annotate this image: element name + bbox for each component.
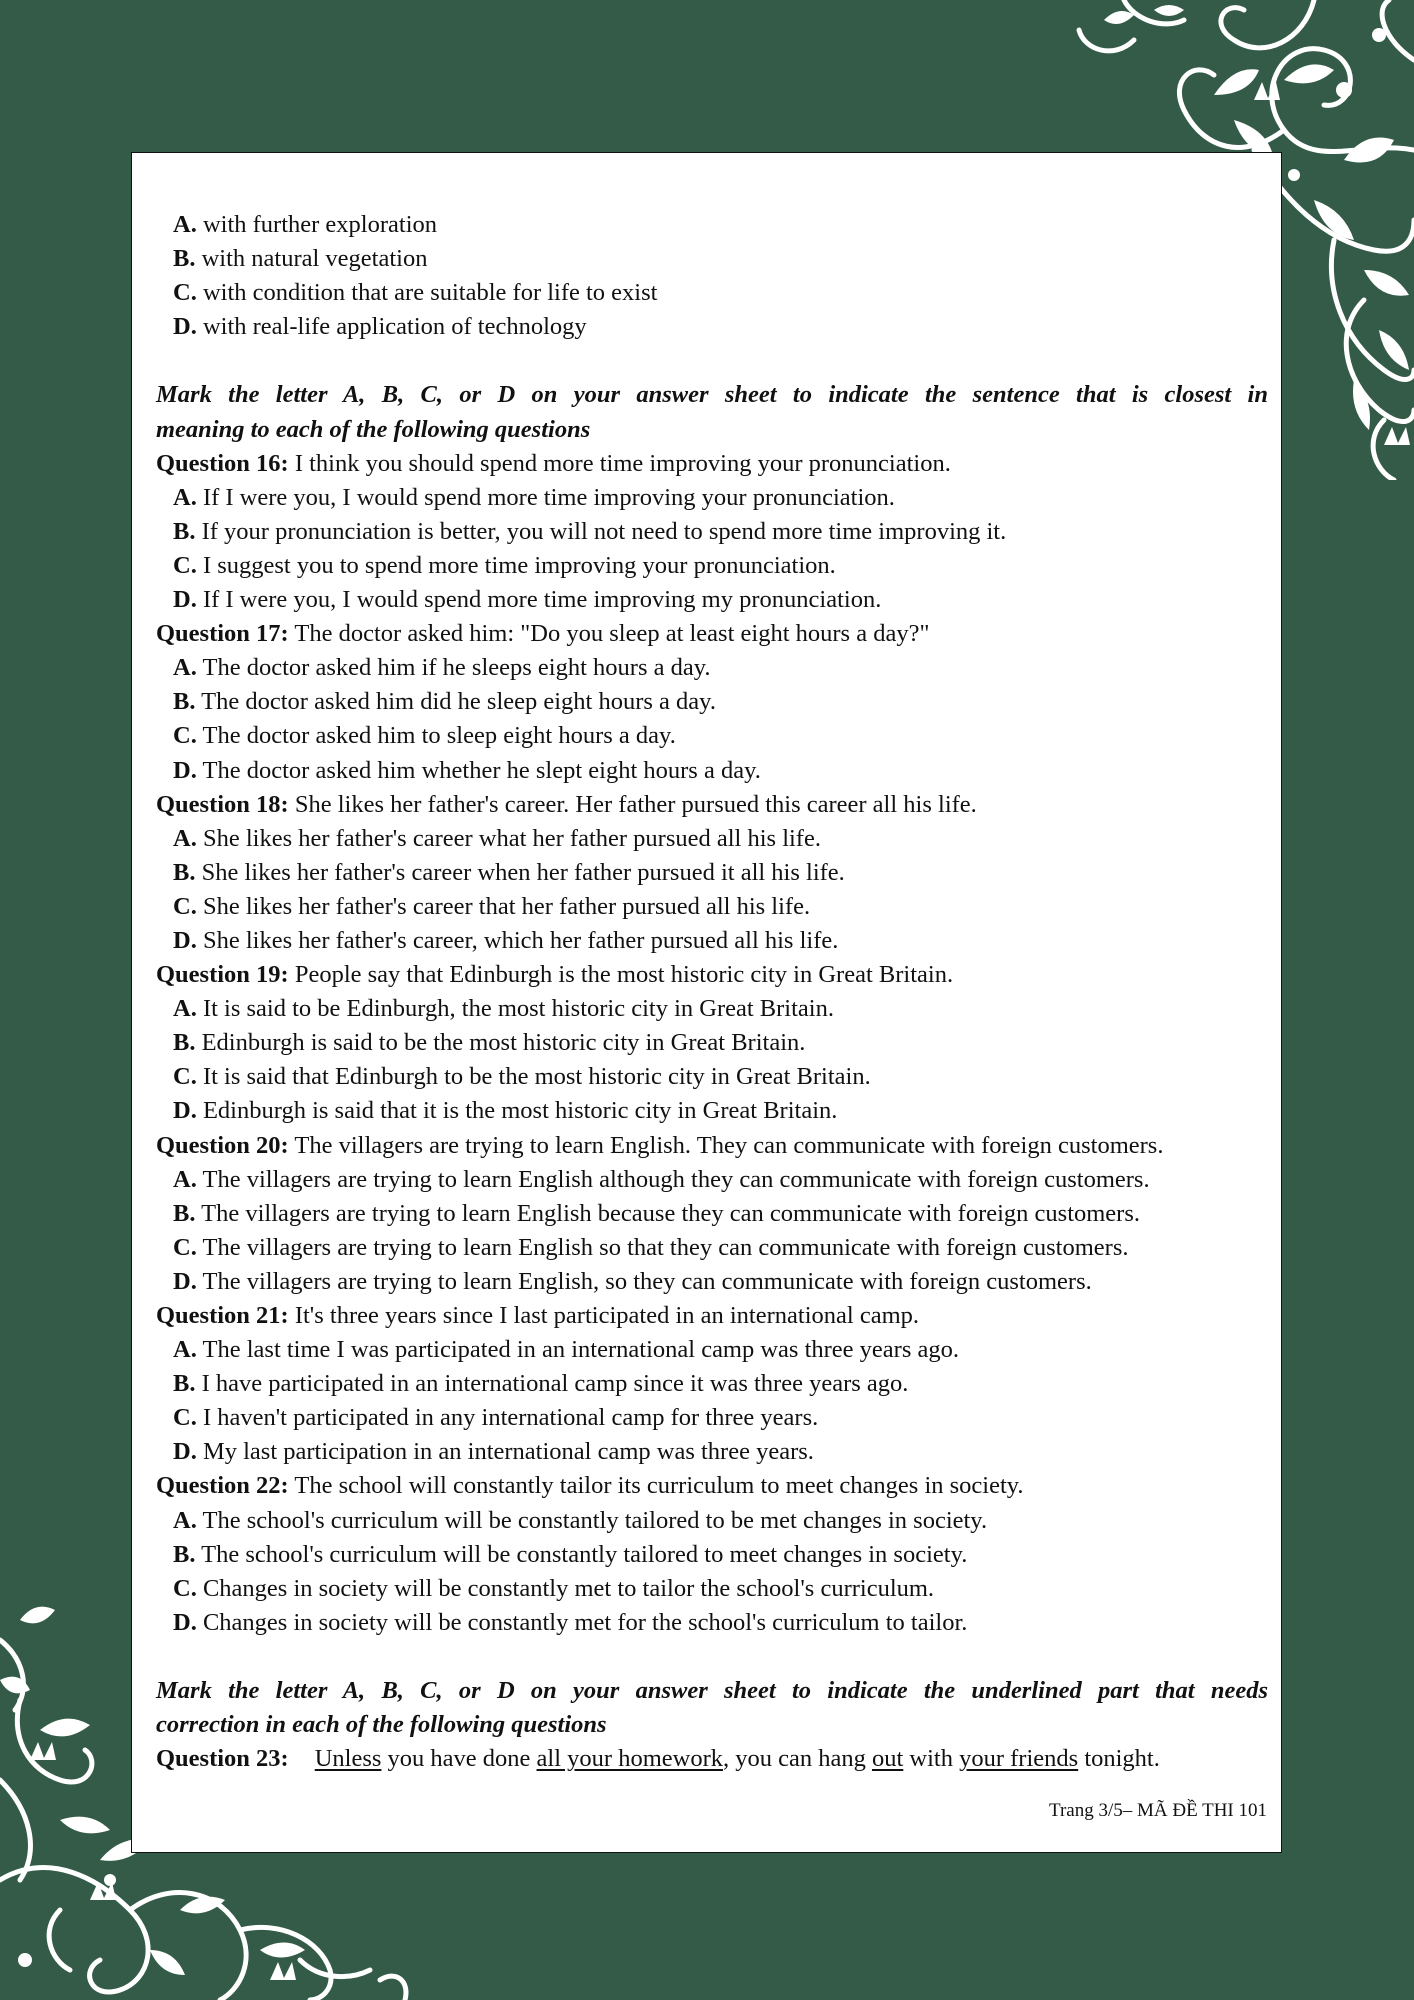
question-block [156,958,1268,1128]
question-stem: The villagers are trying to learn English. They can communicate with foreign customers. [294,1131,1164,1159]
answer-option-b [156,856,1268,890]
question-label: Question 20: [156,1131,289,1159]
option-letter: A. [173,211,197,238]
question-block [156,447,1268,617]
option-letter: D. [173,1097,197,1125]
option-text: I haven't participated in any international camp for three years. [202,1404,819,1432]
answer-option-d [156,583,1268,617]
option-letter: A. [173,995,197,1023]
question-stem: She likes her father's career. Her father pursued this career all his life. [294,790,977,818]
exam-page [131,152,1282,1853]
option-letter: B. [173,688,196,716]
option-letter: A. [173,483,197,511]
option-text: I have participated in an international camp since it was three years ago. [201,1370,909,1398]
option-letter: D. [173,756,197,784]
section-instruction-line: Mark the letter A, B, C, or D on your answer sheet to indicate the underlined part that needs [156,1677,1268,1705]
option-letter: D. [173,926,197,954]
section-instruction-line: correction in each of the following questions [156,1711,607,1739]
option-text: with natural vegetation [201,245,428,273]
option-letter: A. [173,1165,197,1193]
option-letter: C. [173,892,197,920]
question-block [156,617,1268,787]
option-text: Edinburgh is said that it is the most historic city in Great Britain. [202,1097,838,1125]
option-text: If your pronunciation is better, you will not need to spend more time improving it. [201,517,1007,545]
option-text: The villagers are trying to learn English because they can communicate with foreign customers. [201,1199,1141,1227]
underlined-part: all your homework [536,1745,723,1773]
question-label: Question 21: [156,1302,289,1329]
option-text: Edinburgh is said to be the most historic city in Great Britain. [201,1029,806,1057]
option-letter: B. [173,1029,196,1057]
option-text: The school's curriculum will be constantly tailored to be met changes in society. [202,1506,988,1534]
option-text: It is said to be Edinburgh, the most historic city in Great Britain. [202,995,834,1023]
option-text: The villagers are trying to learn English although they can communicate with foreign customers. [202,1165,1150,1193]
question-label: Question 18: [156,790,289,818]
option-letter: C. [173,1574,197,1602]
question-stem-line [156,958,1268,992]
question-stem-line [156,788,1268,822]
option-text: The doctor asked him if he sleeps eight hours a day. [202,654,711,682]
question-stem-line [156,447,1268,481]
question-23 [156,1742,1268,1776]
option-text: My last participation in an international camp was three years. [202,1438,814,1466]
option-letter: B. [173,1540,196,1568]
option-letter: C. [173,1404,197,1432]
option-letter: A. [173,1336,197,1364]
answer-option-d [156,1435,1268,1469]
answer-option-c [156,1572,1268,1606]
option-text: Changes in society will be constantly met to tailor the school's curriculum. [202,1574,935,1602]
answer-option-c [156,1231,1268,1265]
question-label: Question 17: [156,620,289,648]
option-text: The doctor asked him to sleep eight hours a day. [202,722,676,750]
question-stem-line [156,1469,1268,1503]
option-text: The villagers are trying to learn English, so they can communicate with foreign customers. [202,1267,1092,1295]
question-stem [315,1745,1160,1772]
underlined-part: out [871,1745,904,1773]
answer-option-c [156,1060,1268,1094]
option-letter: A. [173,824,197,852]
option-letter: C. [173,551,197,579]
underlined-part: your friends [959,1745,1079,1773]
question-label: Question 22: [156,1472,289,1500]
answer-option-c [156,549,1268,583]
option-letter: B. [173,858,196,886]
option-letter: C. [173,1233,197,1261]
option-letter: C. [173,279,197,307]
option-letter: B. [173,1199,196,1227]
question-list [156,447,1268,1640]
answer-option-b [156,515,1268,549]
sentence-fragment: , you can hang [722,1745,872,1773]
answer-option-a [156,1504,1268,1538]
answer-option-b [156,1197,1268,1231]
answer-option-a [156,992,1268,1026]
option-letter: B. [173,245,196,273]
answer-option-c [156,719,1268,753]
option-letter: D. [173,1438,197,1466]
option-letter: D. [173,1608,197,1636]
question-stem-line [156,1129,1268,1163]
option-b [156,242,1268,276]
question-stem: It's three years since I last participated in an international camp. [294,1302,919,1329]
exam-content [156,208,1268,1776]
underlined-part: Unless [314,1745,382,1773]
question-stem: People say that Edinburgh is the most historic city in Great Britain. [294,961,954,989]
question-label: Question 23: [156,1745,289,1773]
option-text: with real-life application of technology [202,313,587,341]
question-stem-line [156,617,1268,651]
option-text: If I were you, I would spend more time improving my pronunciation. [202,586,882,614]
question-block [156,1469,1268,1639]
carryover-options [156,208,1268,344]
sentence-fragment: tonight. [1078,1745,1160,1773]
spacer [156,344,1268,378]
answer-option-c [156,890,1268,924]
option-letter: D. [173,313,197,341]
answer-option-c [156,1401,1268,1435]
question-stem-line [156,1299,1268,1333]
option-text: Changes in society will be constantly met for the school's curriculum to tailor. [202,1608,968,1636]
answer-option-a [156,1163,1268,1197]
option-letter: B. [173,1370,196,1398]
option-letter: C. [173,722,197,750]
answer-option-a [156,481,1268,515]
question-block [156,1129,1268,1299]
answer-option-d [156,1094,1268,1128]
option-letter: C. [173,1063,197,1091]
answer-option-b [156,1538,1268,1572]
question-block [156,788,1268,958]
answer-option-a [156,651,1268,685]
option-text: It is said that Edinburgh to be the most historic city in Great Britain. [202,1063,871,1091]
question-label: Question 19: [156,961,289,989]
option-text: She likes her father's career when her father pursued it all his life. [201,858,845,886]
answer-option-a [156,1333,1268,1367]
option-text: She likes her father's career that her father pursued all his life. [202,892,811,920]
question-label: Question 16: [156,449,289,477]
option-letter: B. [173,517,196,545]
option-letter: A. [173,1506,197,1534]
answer-option-d [156,924,1268,958]
answer-option-b [156,1367,1268,1401]
answer-option-a [156,822,1268,856]
option-text: If I were you, I would spend more time improving your pronunciation. [202,483,895,511]
answer-option-b [156,1026,1268,1060]
answer-option-b [156,685,1268,719]
question-stem: The school will constantly tailor its curriculum to meet changes in society. [294,1472,1024,1500]
option-text: The villagers are trying to learn English so that they can communicate with foreign customers. [202,1233,1129,1261]
answer-option-d [156,1265,1268,1299]
option-d [156,310,1268,344]
option-c [156,276,1268,310]
option-letter: D. [173,586,197,614]
section-instruction-line: meaning to each of the following questions [156,415,591,443]
option-text: The doctor asked him whether he slept eight hours a day. [202,756,761,784]
option-letter: A. [173,654,197,682]
sentence-fragment: with [903,1745,960,1773]
question-stem: The doctor asked him: "Do you sleep at least eight hours a day?" [294,620,930,648]
option-text: The last time I was participated in an international camp was three years ago. [202,1336,960,1364]
spacer [156,1640,1268,1674]
question-stem: I think you should spend more time improving your pronunciation. [294,449,951,477]
option-text: She likes her father's career, which her father pursued all his life. [202,926,839,954]
answer-option-d [156,1606,1268,1640]
page-footer: Trang 3/5– MÃ ĐỀ THI 101 [1049,1800,1267,1821]
option-a [156,208,1268,242]
answer-option-d [156,754,1268,788]
option-text: She likes her father's career what her father pursued all his life. [202,824,821,852]
section-instruction-line: Mark the letter A, B, C, or D on your answer sheet to indicate the sentence that is closest in [156,381,1268,409]
option-text: with further exploration [202,211,437,238]
option-letter: D. [173,1267,197,1295]
option-text: The doctor asked him did he sleep eight hours a day. [201,688,716,716]
option-text: The school's curriculum will be constantly tailored to meet changes in society. [201,1540,968,1568]
option-text: with condition that are suitable for life to exist [202,279,658,307]
sentence-fragment: you have done [381,1745,537,1773]
option-text: I suggest you to spend more time improving your pronunciation. [202,551,836,579]
question-block [156,1299,1268,1469]
